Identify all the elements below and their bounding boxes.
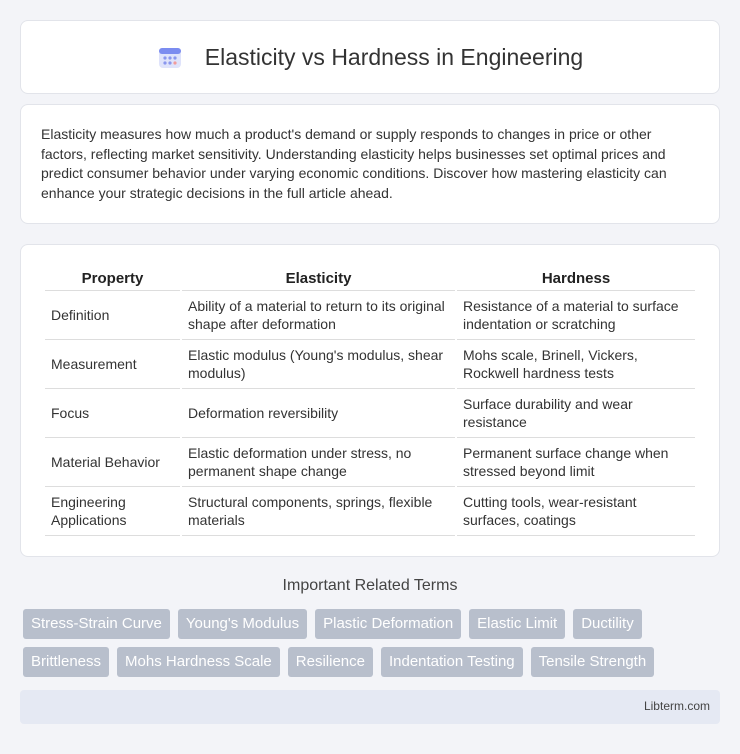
table-row bbox=[45, 438, 695, 487]
page-title: Elasticity vs Hardness in Engineering bbox=[204, 43, 584, 70]
intro-card bbox=[20, 104, 720, 224]
related-term-tag[interactable]: Mohs Hardness Scale bbox=[117, 647, 280, 677]
related-term-tag[interactable]: Tensile Strength bbox=[531, 647, 655, 677]
table-row bbox=[45, 291, 695, 340]
related-terms-title: Important Related Terms bbox=[282, 577, 458, 594]
table-cell: Cutting tools, wear-resistant surfaces, coatings bbox=[457, 487, 695, 536]
related-term-tag[interactable]: Stress-Strain Curve bbox=[23, 609, 170, 639]
related-term-tag[interactable]: Brittleness bbox=[23, 647, 109, 677]
table-cell: Engineering Applications bbox=[45, 487, 180, 536]
intro-text: Elasticity measures how much a product's demand or supply responds to changes in price or other factors, reflecting market sensitivity. Understanding elasticity helps businesses set optimal prices and predict consumer behavior under varying economic conditions. Discover how mastering elasticity can enhance your strategic decisions in the full article ahead. bbox=[41, 126, 667, 201]
column-header: Hardness bbox=[457, 265, 695, 291]
column-header: Elasticity bbox=[182, 265, 455, 291]
table-row bbox=[45, 389, 695, 438]
comparison-card bbox=[20, 244, 720, 557]
table-cell: Ability of a material to return to its original shape after deformation bbox=[182, 291, 455, 340]
related-term-tag[interactable]: Plastic Deformation bbox=[315, 609, 461, 639]
table-cell: Elastic modulus (Young's modulus, shear modulus) bbox=[182, 340, 455, 389]
related-terms-list bbox=[23, 609, 723, 677]
table-cell: Elastic deformation under stress, no permanent shape change bbox=[182, 438, 455, 487]
table-cell: Permanent surface change when stressed beyond limit bbox=[457, 438, 695, 487]
table-cell: Surface durability and wear resistance bbox=[457, 389, 695, 438]
related-term-tag[interactable]: Elastic Limit bbox=[469, 609, 565, 639]
table-cell: Material Behavior bbox=[45, 438, 180, 487]
footer-site-link[interactable]: Libterm.com bbox=[643, 699, 710, 713]
table-cell: Mohs scale, Brinell, Vickers, Rockwell hardness tests bbox=[457, 340, 695, 389]
table-cell: Measurement bbox=[45, 340, 180, 389]
table-cell: Definition bbox=[45, 291, 180, 340]
table-cell: Focus bbox=[45, 389, 180, 438]
related-term-tag[interactable]: Ductility bbox=[573, 609, 642, 639]
related-term-tag[interactable]: Young's Modulus bbox=[178, 609, 307, 639]
related-term-tag[interactable]: Resilience bbox=[288, 647, 373, 677]
related-term-tag[interactable]: Indentation Testing bbox=[381, 647, 523, 677]
comparison-table bbox=[43, 265, 697, 536]
footer bbox=[20, 690, 720, 724]
table-row bbox=[45, 487, 695, 536]
column-header: Property bbox=[45, 265, 180, 291]
table-cell: Deformation reversibility bbox=[182, 389, 455, 438]
table-row bbox=[45, 340, 695, 389]
header-card bbox=[20, 20, 720, 94]
calendar-grid-icon bbox=[157, 44, 183, 70]
table-cell: Structural components, springs, flexible materials bbox=[182, 487, 455, 536]
table-header-row bbox=[45, 265, 695, 291]
table-cell: Resistance of a material to surface indentation or scratching bbox=[457, 291, 695, 340]
